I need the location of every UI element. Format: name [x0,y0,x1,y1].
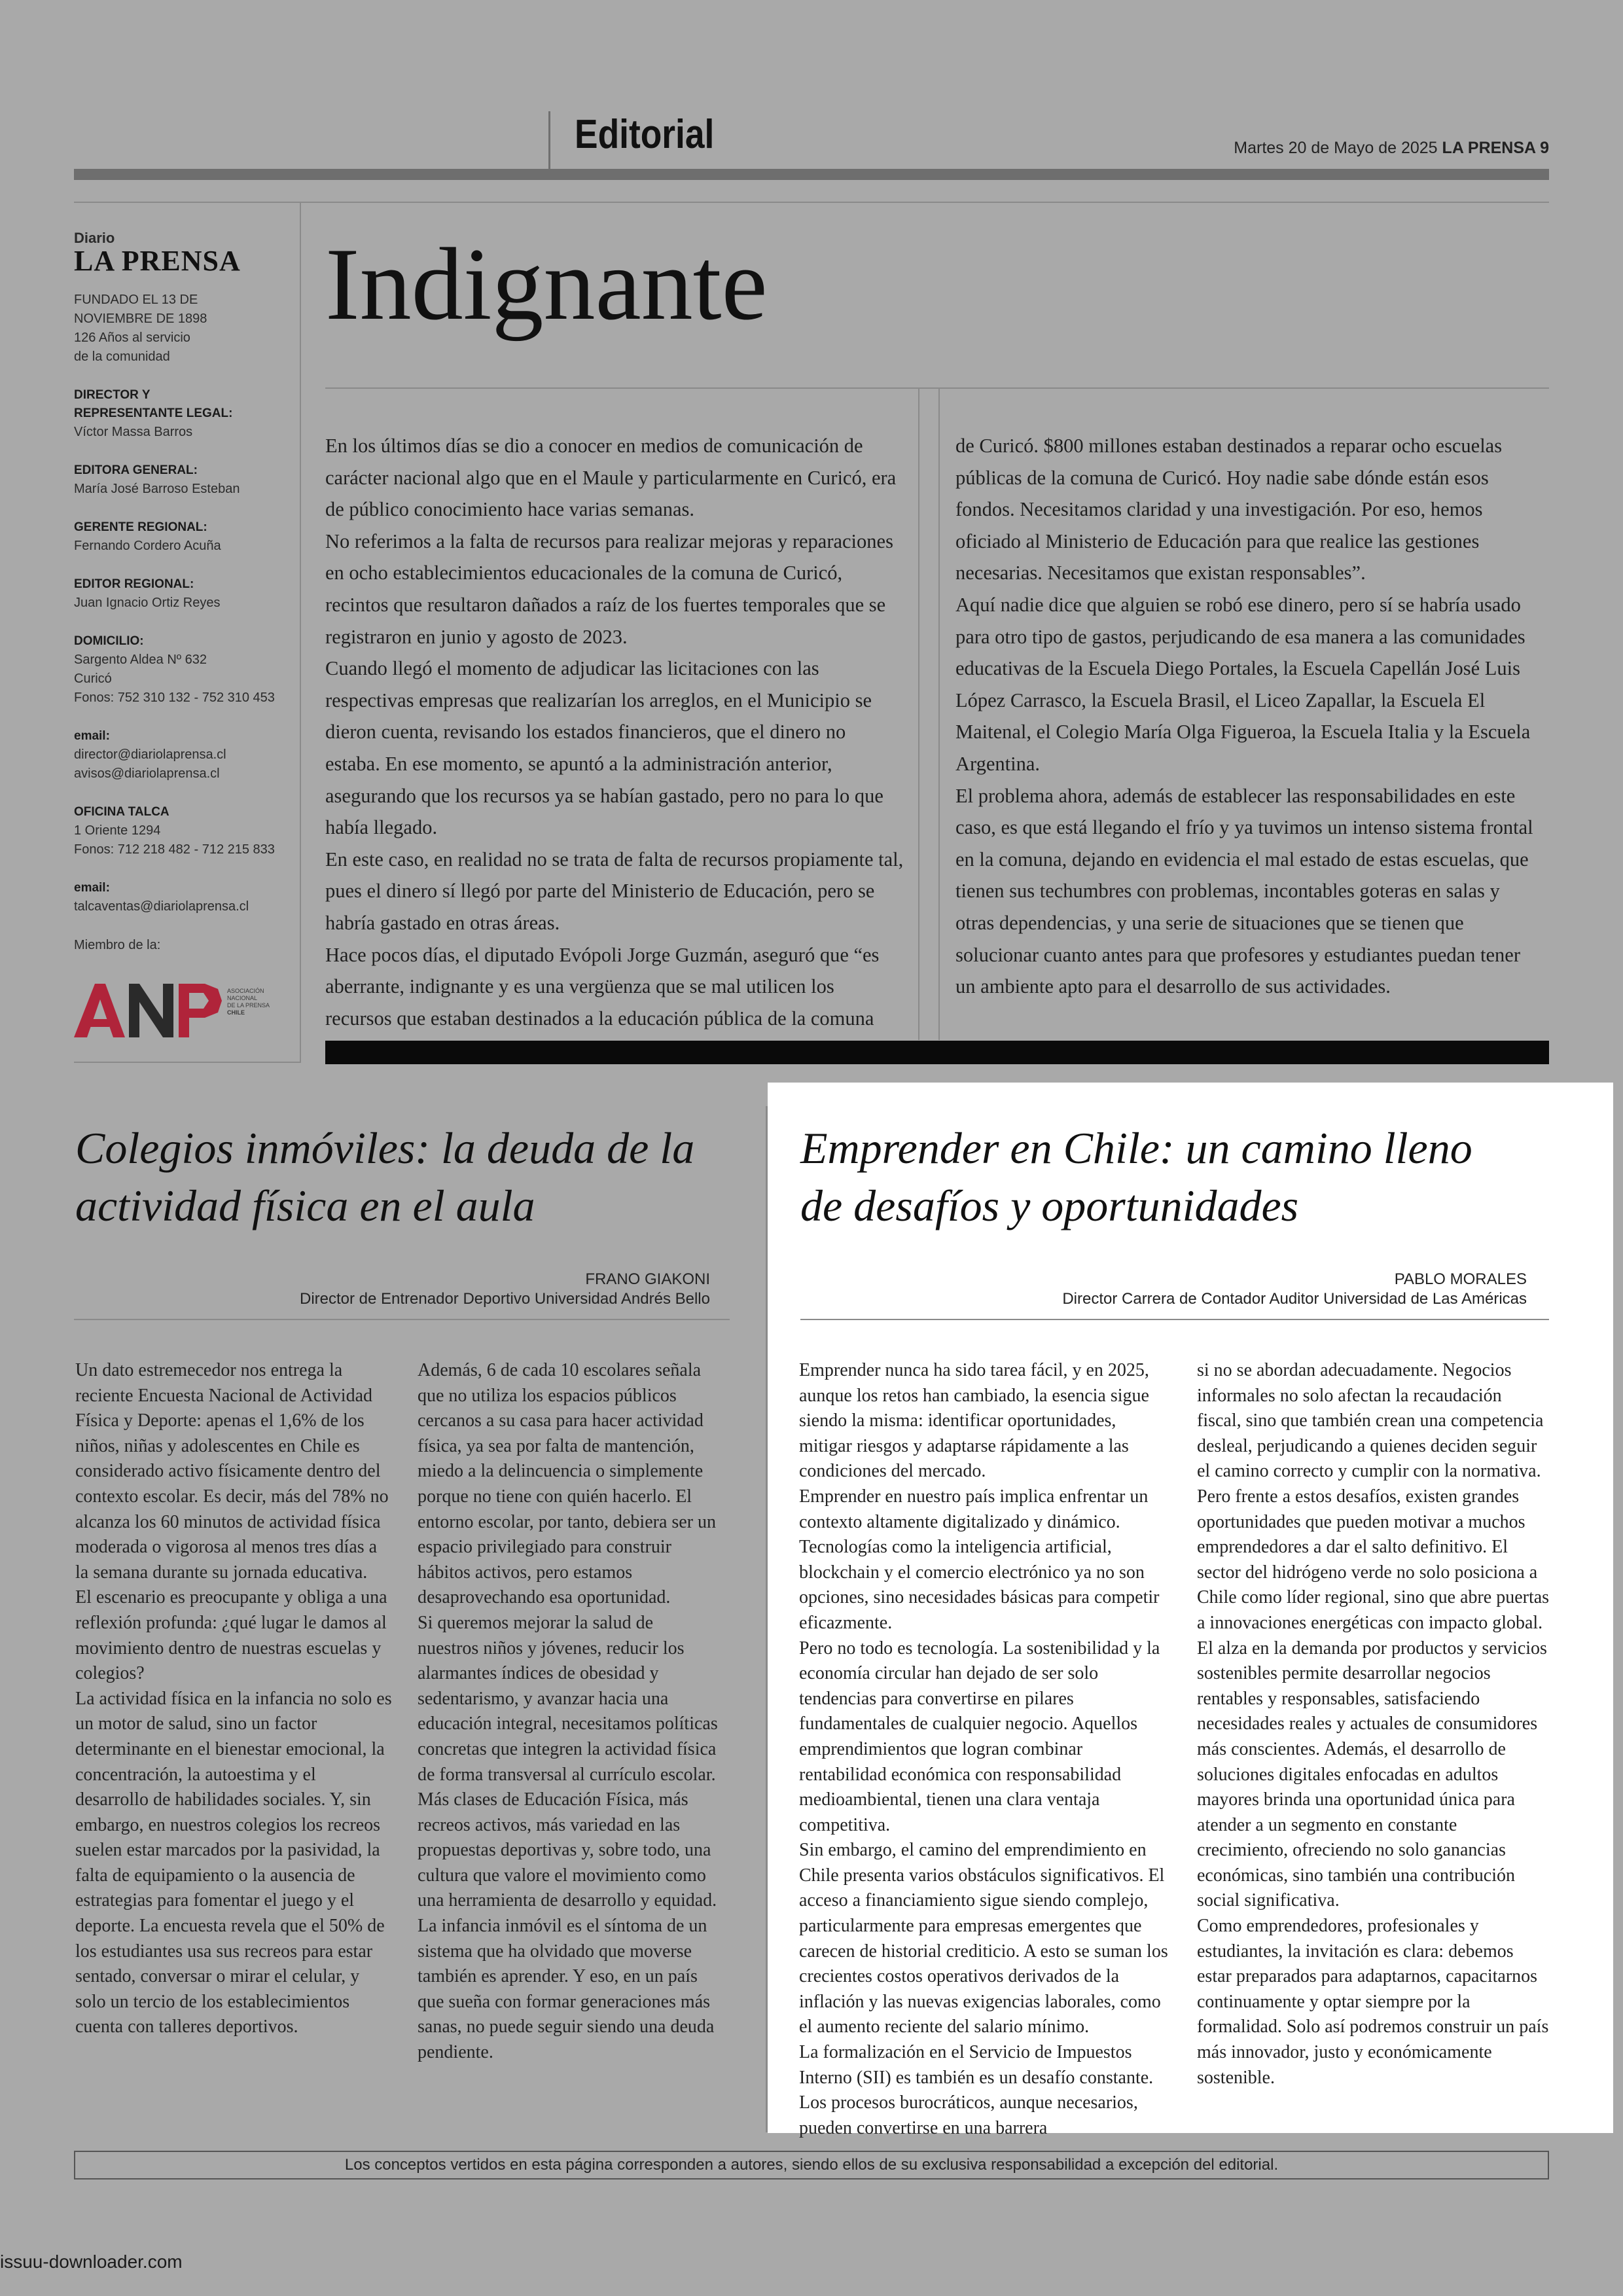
paragraph: Pero no todo es tecnología. La sostenibilidad y la economía circular han dejado de ser solo tendencias para convertirse en pilares fundamentales de cualquier negocio. Aquellos emprendimientos que logran combinar rentabilidad económica con responsabilidad medioambiental, tienen una clara ventaja competitiva. [799,1638,1160,1835]
anp-logo-text: ASOCIACIÓN [227,988,264,994]
article1-author: FRANO GIAKONI [585,1270,710,1288]
paragraph: En este caso, en realidad no se trata de falta de recursos propiamente tal, pues el dinero sí llegó por parte del Ministerio de Educación, pero se habría gastado en otras áreas. [325,848,904,934]
paragraph: Un dato estremecedor nos entrega la reciente Encuesta Nacional de Actividad Física y Deporte: apenas el 1,6% de los niños, niñas y adolescentes en Chile es considerado activo físicamente dentro del contexto escolar. Es decir, más del 78% no alcanza los 60 minutos de actividad física moderada o vigorosa al menos tres días a la semana durante su jornada educativa. [75,1360,389,1583]
editorial-column-2 [955,430,1535,1003]
article1-rule [74,1319,730,1320]
founded-line: de la comunidad [74,350,170,364]
director-name: Víctor Massa Barros [74,425,193,439]
anp-letters-graphic [74,984,222,1037]
paragraph: La infancia inmóvil es el síntoma de un sistema que ha olvidado que moverse también es aprender. Y eso, en un país que sueña con formar generaciones más sanas, no puede seguir siendo una deuda pendiente. [418,1916,715,2063]
paragraph: de Curicó. $800 millones estaban destinados a reparar ocho escuelas públicas de la comuna de Curicó. Hoy nadie sabe dónde están esos fondos. Necesitamos claridad y una investigación. Por eso, hemos oficiado al Ministerio de Educación para que realice las gestiones necesarias. Necesitamos que existan responsables”. [955,435,1503,584]
email-address: avisos@diariolaprensa.cl [74,766,220,781]
talca-label: OFICINA TALCA [74,805,169,819]
masthead-brand: LA PRENSA [74,245,241,277]
dateline [1234,139,1549,158]
article1-title: Colegios inmóviles: la deuda de la actividad física en el aula [75,1123,695,1230]
director-label: DIRECTOR Y [74,388,151,402]
column-divider [938,389,940,1040]
editor-label: EDITOR REGIONAL: [74,577,194,591]
anp-logo-text: CHILE [227,1009,245,1016]
paragraph: Si queremos mejorar la salud de nuestros niños y jóvenes, reducir los alarmantes índices de obesidad y sedentarismo, y avanzar hacia una educación integral, necesitamos políticas concretas que integren la actividad física de forma transversal al currículo escolar. Más clases de Educación Física, más recreos activos, más variedad en las propuestas deportivas y, sobre todo, una cultura que valore el movimiento como una herramienta de desarrollo y equidad. [418,1612,718,1911]
paragraph: Emprender nunca ha sido tarea fácil, y en 2025, aunque los retos han cambiado, la esencia sigue siendo la misma: identificar oportunidades, mitigar riesgos y adaptarse rápidamente a las condiciones del mercado. [799,1360,1149,1482]
masthead [74,230,290,955]
member-label: Miembro de la: [74,938,161,952]
founded-line: NOVIEMBRE DE 1898 [74,312,207,326]
paragraph: Como emprendedores, profesionales y estudiantes, la invitación es clara: debemos estar preparados para adaptarnos, capacitarnos continuamente y optar siempre por la formalidad. Solo así podremos construir un país más innovador, justo y económicamente sostenible. [1197,1916,1549,2088]
paragraph: La actividad física en la infancia no solo es un motor de salud, sino un factor determinante en el bienestar emocional, la concentración, la autoestima y el desarrollo de habilidades sociales. Y, sin embargo, en nuestros colegios los recreos suelen estar marcados por la pasividad, la falta de equipamiento o la ausencia de estrategias para fomentar el juego y el deporte. La encuesta revela que el 50% de los estudiantes usa sus recreos para estar sentado, conversar o mirar el celular, y solo un tercio de los establecimientos cuenta con talleres deportivos. [75,1688,392,2037]
paragraph: Cuando llegó el momento de adjudicar las licitaciones con las respectivas empresas que realizarían los arreglos, en el Municipio se dieron cuenta, revisando los estados financieros, que el dinero no estaba. En ese momento, se apuntó a la administración anterior, asegurando que los recursos ya se habían gastado, pero no para lo que había llegado. [325,657,883,839]
article1-column-2 [418,1358,719,2066]
paragraph: Emprender en nuestro país implica enfrentar un contexto altamente digitalizado y dinámico. Tecnologías como la inteligencia artificial, blockchain y el comercio electrónico ya no son opciones, sino necesidades básicas para competir eficazmente. [799,1486,1160,1633]
talca-line: Fonos: 712 218 482 - 712 215 833 [74,842,275,857]
article2-author: PABLO MORALES [1394,1270,1527,1288]
editora-name: María José Barroso Esteban [74,482,240,496]
article2-column-2 [1197,1358,1550,2090]
masthead-diario: Diario [74,230,115,246]
director-label: REPRESENTANTE LEGAL: [74,406,233,420]
domicilio-line: Fonos: 752 310 132 - 752 310 453 [74,691,275,705]
email-address: director@diariolaprensa.cl [74,747,226,762]
talca-line: 1 Oriente 1294 [74,823,161,838]
header-rule-thin [74,202,1549,203]
paragraph: En los últimos días se dio a conocer en medios de comunicación de carácter nacional algo que en el Maule y particularmente en Curicó, era de público conocimiento hace varias semanas. [325,435,897,521]
paragraph: Aquí nadie dice que alguien se robó ese dinero, pero sí se habría usado para otro tipo de gastos, perjudicando de esa manera a las comunidades educativas de la Escuela Diego Portales, la Escuela Capellán José Luis López Carrasco, la Escuela Brasil, el Liceo Zapallar, la Escuela El Maitenal, el Colegio María Olga Figueroa, la Escuela Italia y la Escuela Argentina. [955,593,1531,775]
paragraph: Hace pocos días, el diputado Evópoli Jorge Guzmán, aseguró que “es aberrante, indignante y es una vergüenza que se mal utilicen los recursos que estaban destinados a la educación pública de la comuna [325,943,880,1030]
paragraph: Pero frente a estos desafíos, existen grandes oportunidades que pueden motivar a muchos emprendedores a dar el salto definitivo. El sector del hidrógeno verde no solo posiciona a Chile como líder regional, sino que abre puertas a innovaciones energéticas con impacto global. El alza en la demanda por productos y servicios sostenibles permite desarrollar negocios rentables y responsables, satisfaciendo necesidades reales y actuales de consumidores más conscientes. Además, el desarrollo de soluciones digitales enfocadas en adultos mayores brinda una oportunidad única para atender a un segmento en constante crecimiento, ofreciendo no solo ganancias económicas, sino también una contribución social significativa. [1197,1486,1550,1911]
anp-logo-text: DE LA PRENSA [227,1002,270,1009]
date: Martes 20 de Mayo de 2025 [1234,139,1438,157]
founded-line: 126 Años al servicio [74,331,190,345]
domicilio-line: Sargento Aldea Nº 632 [74,653,207,667]
paper-page: LA PRENSA 9 [1442,139,1549,157]
article1-byline [74,1270,710,1309]
editora-label: EDITORA GENERAL: [74,463,198,477]
sidebar-divider [300,203,301,1063]
editor-name: Juan Ignacio Ortiz Reyes [74,596,221,610]
editorial-headline: Indignante [325,227,768,342]
paragraph: Además, 6 de cada 10 escolares señala que no utiliza los espacios públicos cercanos a su casa para hacer actividad física, ya sea por falta de mantención, miedo a la delincuencia o simplemente porque no tiene con quién hacerlo. El entorno escolar, por tanto, debiera ser un espacio privilegiado para construir hábitos activos, pero estamos desaprovechando esa oportunidad. [418,1360,717,1608]
domicilio-label: DOMICILIO: [74,634,144,648]
gerente-label: GERENTE REGIONAL: [74,520,207,534]
article2-rule [800,1319,1549,1320]
founded-line: FUNDADO EL 13 DE [74,293,198,307]
article2-title: Emprender en Chile: un camino lleno de desafíos y oportunidades [800,1123,1472,1230]
paragraph: Sin embargo, el camino del emprendimiento en Chile presenta varios obstáculos significativos. El acceso a financiamiento sigue siendo complejo, particularmente para empresas emergentes que carecen de historial crediticio. A esto se suman los crecientes costos operativos derivados de la inflación y las nuevas exigencias laborales, como el aumento reciente del salario mínimo. [799,1840,1168,2037]
anp-logo [74,978,277,1044]
email2-address: talcaventas@diariolaprensa.cl [74,899,249,914]
paragraph: El escenario es preocupante y obliga a una reflexión profunda: ¿qué lugar le damos al movimiento dentro de nuestras escuelas y colegios? [75,1587,387,1684]
email2-label: email: [74,881,110,895]
paragraph: El problema ahora, además de establecer las responsabilidades en este caso, es que está llegando el frío y ya tuvimos un intenso sistema frontal en la comuna, dejando en evidencia el mal estado de estas escuelas, que tienen sus techumbres con problemas, incontables goteras en salas y otras dependencias, y una serie de situaciones que se tienen que solucionar cuanto antes para que profesores y estudiantes puedan tener un ambiente apto para el desarrollo de sus actividades. [955,784,1533,998]
article2-column-1 [799,1358,1172,2141]
header-divider [548,111,550,169]
watermark-link[interactable]: issuu-downloader.com [0,2251,183,2272]
paragraph: si no se abordan adecuadamente. Negocios informales no solo afectan la recaudación fiscal, sino que también crean una competencia desleal, perjudicando a quienes deciden seguir el camino correcto y cumplir con la normativa. [1197,1360,1544,1482]
article1-column-1 [75,1358,393,2040]
editorial-column-1 [325,430,904,1034]
editorial-bottom-bar [325,1041,1549,1064]
paragraph: No referimos a la falta de recursos para realizar mejoras y reparaciones en ocho establecimientos educacionales de la comuna de Curicó, recintos que resultaron dañados a raíz de los fuertes temporales que se registraron en junio y agosto de 2023. [325,529,893,648]
header-rule [74,169,1549,180]
section-title: Editorial [575,112,715,157]
email-label: email: [74,729,110,743]
column-divider [918,389,919,1040]
article2-byline [800,1270,1527,1309]
article1-role: Director de Entrenador Deportivo Universidad Andrés Bello [300,1290,710,1308]
domicilio-line: Curicó [74,672,112,686]
sidebar-bottom-rule [74,1062,301,1063]
article2-role: Director Carrera de Contador Auditor Universidad de Las Américas [1062,1290,1527,1308]
articles-divider [766,1106,768,2132]
gerente-name: Fernando Cordero Acuña [74,539,221,553]
disclaimer-box: Los conceptos vertidos en esta página corresponden a autores, siendo ellos de su exclusiva responsabilidad a excepción del editorial. [74,2151,1549,2179]
editorial-rule [325,387,1549,389]
anp-logo-text: NACIONAL [227,995,258,1001]
paragraph: La formalización en el Servicio de Impuestos Interno (SII) es también es un desafío constante. Los procesos burocráticos, aunque necesarios, pueden convertirse en una barrera [799,2042,1154,2138]
